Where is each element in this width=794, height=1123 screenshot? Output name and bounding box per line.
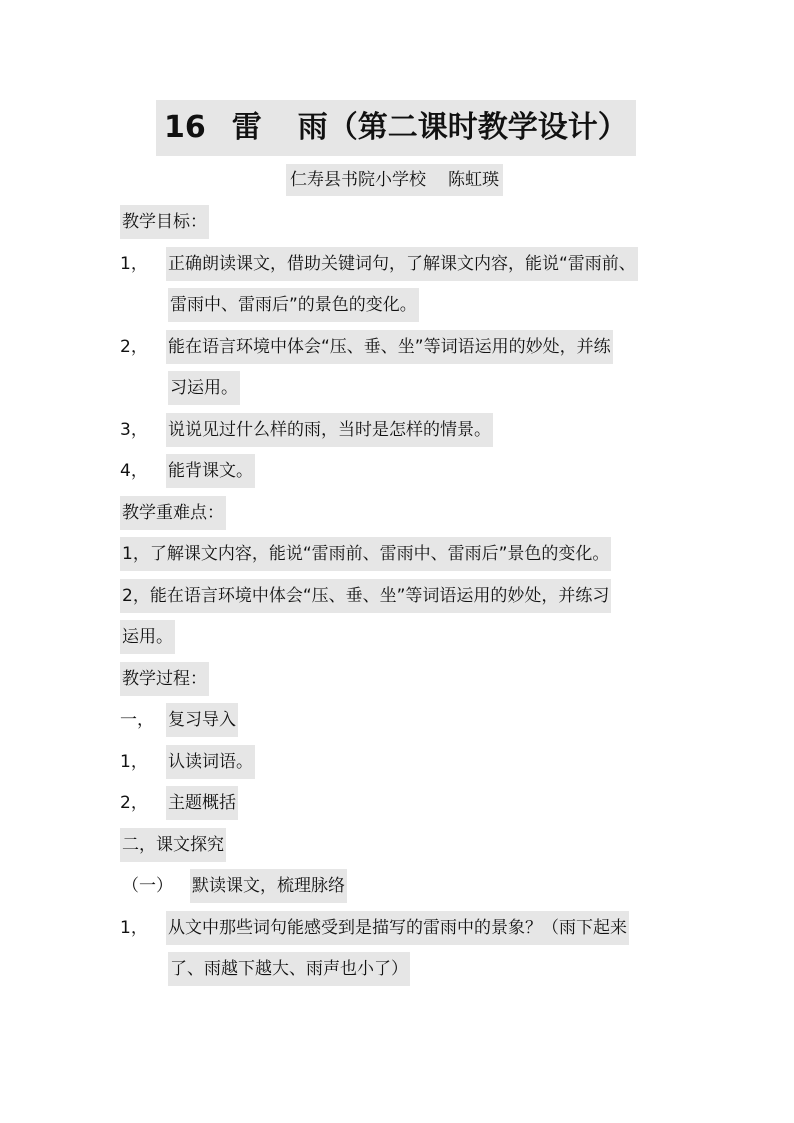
key-points-heading: 教学重难点： xyxy=(120,496,226,530)
goal-item-3 xyxy=(120,413,720,447)
goal-item-2-cont: 习运用。 xyxy=(168,371,240,405)
goal-item-2 xyxy=(120,330,720,364)
goal-number: 2， xyxy=(120,337,148,357)
goal-text: 正确朗读课文，借助关键词句，了解课文内容，能说“雷雨前、 xyxy=(166,247,638,281)
key-point-1: 1，了解课文内容，能说“雷雨前、雷雨中、雷雨后”景色的变化。 xyxy=(120,537,611,571)
item-text: 认读词语。 xyxy=(166,745,255,779)
section-2: 二，课文探究 xyxy=(120,828,226,862)
question-1-cont: 了、雨越下越大、雨声也小了） xyxy=(168,952,410,986)
item-text: 主题概括 xyxy=(166,786,238,820)
item-number: 1， xyxy=(120,752,148,772)
author-name: 陈虹瑛 xyxy=(448,170,499,190)
section-1-item-2 xyxy=(120,786,720,820)
goal-text: 能在语言环境中体会“压、垂、坐”等词语运用的妙处，并练 xyxy=(166,330,613,364)
lesson-number: 16 xyxy=(164,110,206,145)
key-point-2-cont: 运用。 xyxy=(120,620,175,654)
question-number: 1， xyxy=(120,918,148,938)
section-1 xyxy=(120,703,720,737)
section-title: 复习导入 xyxy=(166,703,238,737)
subsection-number: （一） xyxy=(122,876,173,896)
document-title xyxy=(156,100,636,156)
key-point-2: 2，能在语言环境中体会“压、垂、坐”等词语运用的妙处，并练习 xyxy=(120,579,611,613)
goal-text: 说说见过什么样的雨，当时是怎样的情景。 xyxy=(166,413,493,447)
question-text: 从文中那些词句能感受到是描写的雷雨中的景象？（雨下起来 xyxy=(166,911,629,945)
goal-number: 1， xyxy=(120,254,148,274)
question-1 xyxy=(120,911,720,945)
goal-text: 能背课文。 xyxy=(166,454,255,488)
goal-item-1 xyxy=(120,247,720,281)
section-number: 一， xyxy=(120,710,154,730)
school-name: 仁寿县书院小学校 xyxy=(290,170,426,190)
goal-number: 4， xyxy=(120,461,148,481)
process-heading: 教学过程： xyxy=(120,662,209,696)
goal-number: 3， xyxy=(120,420,148,440)
subsection-1 xyxy=(120,869,720,903)
subsection-title: 默读课文，梳理脉络 xyxy=(190,869,347,903)
section-1-item-1 xyxy=(120,745,720,779)
goal-item-4 xyxy=(120,454,720,488)
title-part-a: 雷 xyxy=(231,110,262,145)
author-line xyxy=(286,164,503,196)
title-part-b: 雨（第二课时教学设计） xyxy=(297,110,628,145)
goals-heading: 教学目标： xyxy=(120,205,209,239)
item-number: 2， xyxy=(120,793,148,813)
goal-item-1-cont: 雷雨中、雷雨后”的景色的变化。 xyxy=(168,288,419,322)
